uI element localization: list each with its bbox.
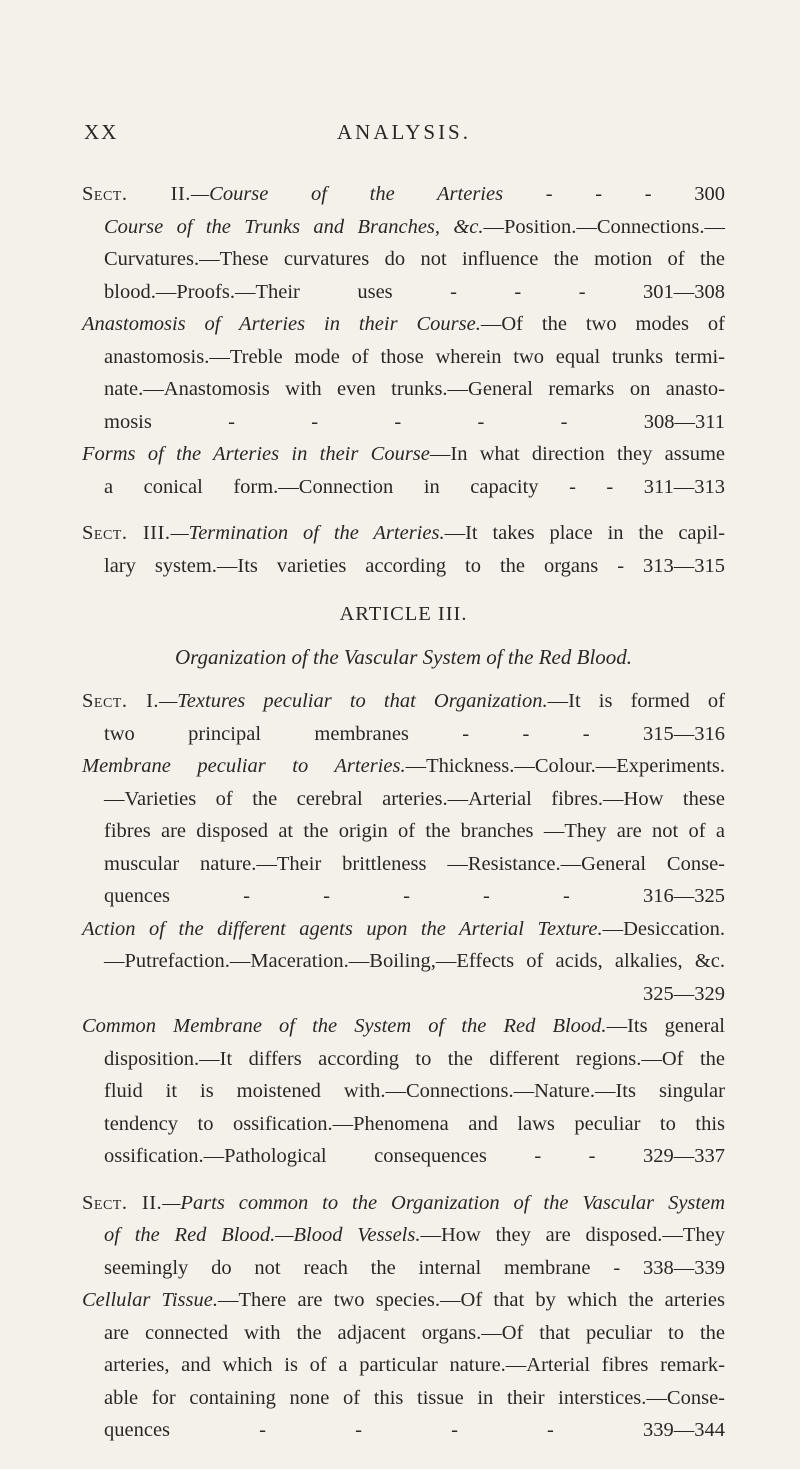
text-line: Action of the different agents upon the Arterial Texture.—Desiccation. — [82, 917, 725, 940]
text-line: able for containing none of this tissue in their interstices.—Conse- — [104, 1386, 725, 1409]
page-folio: XX — [84, 120, 119, 144]
text-line: ossification.—Pathological consequences - - 329—337 — [104, 1145, 725, 1167]
article-heading: ARTICLE III. — [339, 603, 468, 625]
text-line: Cellular Tissue.—There are two species.—Of that by which the arteries — [82, 1289, 726, 1311]
text-line: of the Red Blood.—Blood Vessels.—How they are disposed.—They — [104, 1224, 725, 1246]
page-range: 325—329 — [643, 982, 725, 1005]
text-line: —Putrefaction.—Maceration.—Boiling,—Effects of acids, alkalies, &c. — [104, 950, 725, 972]
text-line: Sect. II.—Course of the Arteries - - - 300 — [82, 183, 726, 205]
text-line: fibres are disposed at the origin of the branches —They are not of a — [104, 820, 725, 842]
text-line: anastomosis.—Treble mode of those wherein two equal trunks termi- — [104, 345, 725, 368]
text-line: Anastomosis of Arteries in their Course.—Of the two modes of — [82, 313, 725, 335]
text-line: blood.—Proofs.—Their uses - - - 301—308 — [104, 280, 725, 303]
text-line: quences - - - - - 316—325 — [104, 885, 725, 907]
running-title: ANALYSIS. — [337, 120, 471, 144]
text-line: arteries, and which is of a particular nature.—Arterial fibres remark- — [104, 1354, 725, 1376]
text-line: Common Membrane of the System of the Red Blood.—Its general — [82, 1015, 725, 1037]
text-line: Membrane peculiar to Arteries.—Thickness.—Colour.—Experiments. — [82, 755, 725, 777]
text-line: tendency to ossification.—Phenomena and laws peculiar to this — [104, 1112, 725, 1135]
text-line: muscular nature.—Their brittleness —Resistance.—General Conse- — [104, 852, 725, 875]
text-line: two principal membranes - - - 315—316 — [104, 722, 725, 745]
text-line: —Varieties of the cerebral arteries.—Arterial fibres.—How these — [104, 787, 725, 810]
text-line: are connected with the adjacent organs.—Of that peculiar to the — [104, 1321, 725, 1344]
text-line: mosis - - - - - 308—311 — [104, 410, 725, 433]
text-line: quences - - - - 339—344 — [104, 1419, 725, 1441]
text-line: Curvatures.—These curvatures do not influence the motion of the — [104, 248, 725, 270]
text-line: Forms of the Arteries in their Course—In what direction they assume — [82, 443, 725, 465]
text-line: fluid it is moistened with.—Connections.—Nature.—Its singular — [104, 1080, 725, 1102]
analysis-content — [82, 178, 725, 1447]
text-line: Course of the Trunks and Branches, &c.—Position.—Connections.— — [104, 215, 725, 238]
text-line: lary system.—Its varieties according to the organs - 313—315 — [104, 554, 725, 577]
article-subheading: Organization of the Vascular System of the Red Blood. — [174, 644, 633, 669]
text-line: Sect. III.—Termination of the Arteries.—It takes place in the capil- — [82, 522, 725, 544]
running-head — [84, 120, 724, 144]
text-line: a conical form.—Connection in capacity - - 311—313 — [104, 475, 725, 498]
text-line: nate.—Anastomosis with even trunks.—General remarks on anasto- — [104, 378, 725, 400]
text-line: Sect. I.—Textures peculiar to that Organization.—It is formed of — [82, 690, 725, 712]
text-line: seemingly do not reach the internal membrane - 338—339 — [104, 1256, 725, 1279]
text-line: disposition.—It differs according to the different regions.—Of the — [104, 1047, 725, 1070]
text-line: Sect. II.—Parts common to the Organization of the Vascular System — [82, 1191, 725, 1214]
